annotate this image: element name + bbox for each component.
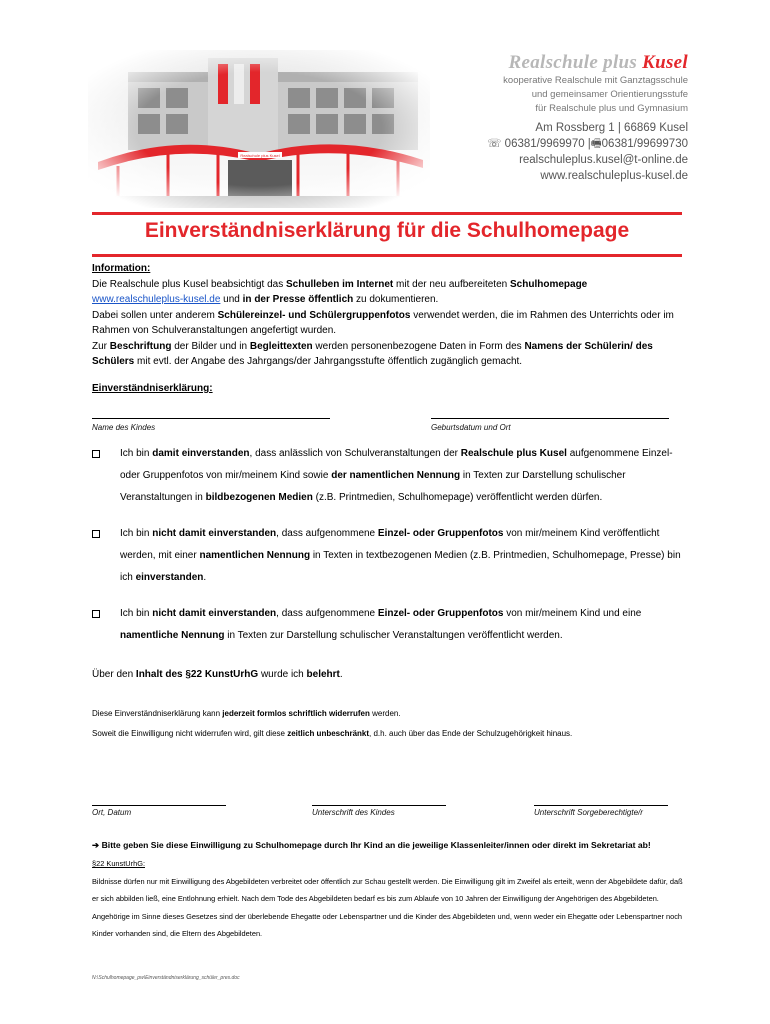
arrow-right-icon: ➔ [92, 840, 100, 850]
birth-line[interactable] [431, 418, 669, 419]
revoke-notice: Diese Einverständniserklärung kann jederzeit formlos schriftlich widerrufen werden. Soweit die Einwilligung nicht widerrufen wird, gilt diese zeitlich unbeschränkt, d.h. auch über das Ende der Schulzugehörigkeit hinaus. [92, 709, 573, 738]
child-name-line[interactable] [92, 418, 330, 419]
consent-checkbox-2[interactable] [92, 530, 100, 538]
birth-label: Geburtsdatum und Ort [431, 423, 511, 432]
information-heading: Information: [92, 263, 151, 274]
child-signature-label: Unterschrift des Kindes [312, 808, 395, 817]
place-date-line[interactable] [92, 805, 226, 806]
guardian-signature-line[interactable] [534, 805, 668, 806]
submission-notice: ➔ Bitte geben Sie diese Einwilligung zu Schulhomepage durch Ihr Kind an die jeweilige Klassenleiter/innen oder direkt im Sekretariat ab! [92, 840, 651, 850]
guardian-signature-label: Unterschrift Sorgeberechtigte/r [534, 808, 643, 817]
consent-option-3: Ich bin nicht damit einverstanden, dass aufgenommene Einzel- oder Gruppenfotos von mir/meinem Kind und eine namentliche Nennung in Texten zur Darstellung schulischer Veranstaltungen veröffentlicht werden. [120, 608, 642, 641]
school-building-photo [88, 50, 430, 208]
footer-file-path: N:\Schulhomepage_pw\Einverständniserklärung_schüler_pres.doc [92, 975, 240, 981]
consent-checkbox-3[interactable] [92, 610, 100, 618]
homepage-link[interactable]: www.realschuleplus-kusel.de [92, 294, 221, 305]
child-signature-line[interactable] [312, 805, 446, 806]
website: www.realschuleplus-kusel.de [540, 170, 688, 182]
consent-option-2: Ich bin nicht damit einverstanden, dass aufgenommene Einzel- oder Gruppenfotos von mir/meinem Kind veröffentlicht werden, mit einer namentlichen Nennung in Texten in textbezogenen Medien (z.B. Printmedien, Schulhomepage, Presse) bin ich einverstanden. [120, 528, 681, 583]
school-subtitle: kooperative Realschule mit Ganztagsschule und gemeinsamer Orientierungsstufe für Realschule plus und Gymnasium [503, 75, 688, 114]
info-paragraph-1: Die Realschule plus Kusel beabsichtigt das Schulleben im Internet mit der neu aufbereiteten Schulhomepage www.realschuleplus-kusel.de und in der Presse öffentlich zu dokumentieren. [92, 278, 588, 305]
law-text: Bildnisse dürfen nur mit Einwilligung des Abgebildeten verbreitet oder öffentlich zur Schau gestellt werden. Die Einwilligung gilt im Zweifel als erteilt, wenn der Abgebildete dafür, daß er sich abbilden ließ, eine Entlohnung erhielt. Nach dem Tode des Abgebildeten bedarf es bis zum Ablaufe von 10 Jahren der Einwilligung der Angehörigen des Abgebildeten. Angehörige im Sinne dieses Gesetzes sind der überlebende Ehegatte oder Lebenspartner und die Kinder des Abgebildeten und, wenn weder ein Ehegatte oder Lebenspartner noch Kinder vorhanden sind, die Eltern des Abgebildeten. [92, 876, 683, 938]
kunsturhg-statement: Über den Inhalt des §22 KunstUrhG wurde ich belehrt. [92, 669, 343, 680]
law-heading: §22 KunstUrhG: [92, 859, 145, 868]
consent-heading: Einverständniserklärung: [92, 383, 213, 394]
consent-option-1: Ich bin damit einverstanden, dass anlässlich von Schulveranstaltungen der Realschule plus Kusel aufgenommene Einzel- oder Gruppenfotos von mir/meinem Kind sowie der namentlichen Nennung in Texten zur Darstellung schulischer Veranstaltungen in bildbezogenen Medien (z.B. Printmedien, Schulhomepage) veröffentlicht werden dürfen. [120, 448, 673, 503]
law-section [92, 855, 688, 943]
phone-fax: ☏ 06381/9969970 |🖷06381/99699730 [487, 138, 688, 150]
school-name: Realschule plus Kusel [508, 52, 688, 73]
info-paragraph-2: Dabei sollen unter anderem Schülereinzel- und Schülergruppenfotos verwendet werden, die im Rahmen des Unterrichts oder im Rahmen von Schulveranstaltungen angefertigt wurden. [92, 309, 674, 336]
place-date-label: Ort, Datum [92, 808, 132, 817]
school-contact [487, 120, 688, 184]
email: realschuleplus.kusel@t-online.de [519, 154, 688, 166]
address: Am Rossberg 1 | 66869 Kusel [535, 122, 688, 134]
page-title: Einverständniserklärung für die Schulhomepage [144, 219, 630, 242]
consent-checkbox-1[interactable] [92, 450, 100, 458]
divider-top [92, 212, 682, 215]
information-section [92, 261, 688, 370]
info-paragraph-3: Zur Beschriftung der Bilder und in Begleittexten werden personenbezogene Daten in Form des Namens der Schülerin/ des Schülers mit evtl. der Angabe des Jahrgangs/der Jahrgangsstufte öffentlich zugänglich gemacht. [92, 340, 653, 367]
divider-bottom [92, 254, 682, 257]
child-name-label: Name des Kindes [92, 423, 156, 432]
